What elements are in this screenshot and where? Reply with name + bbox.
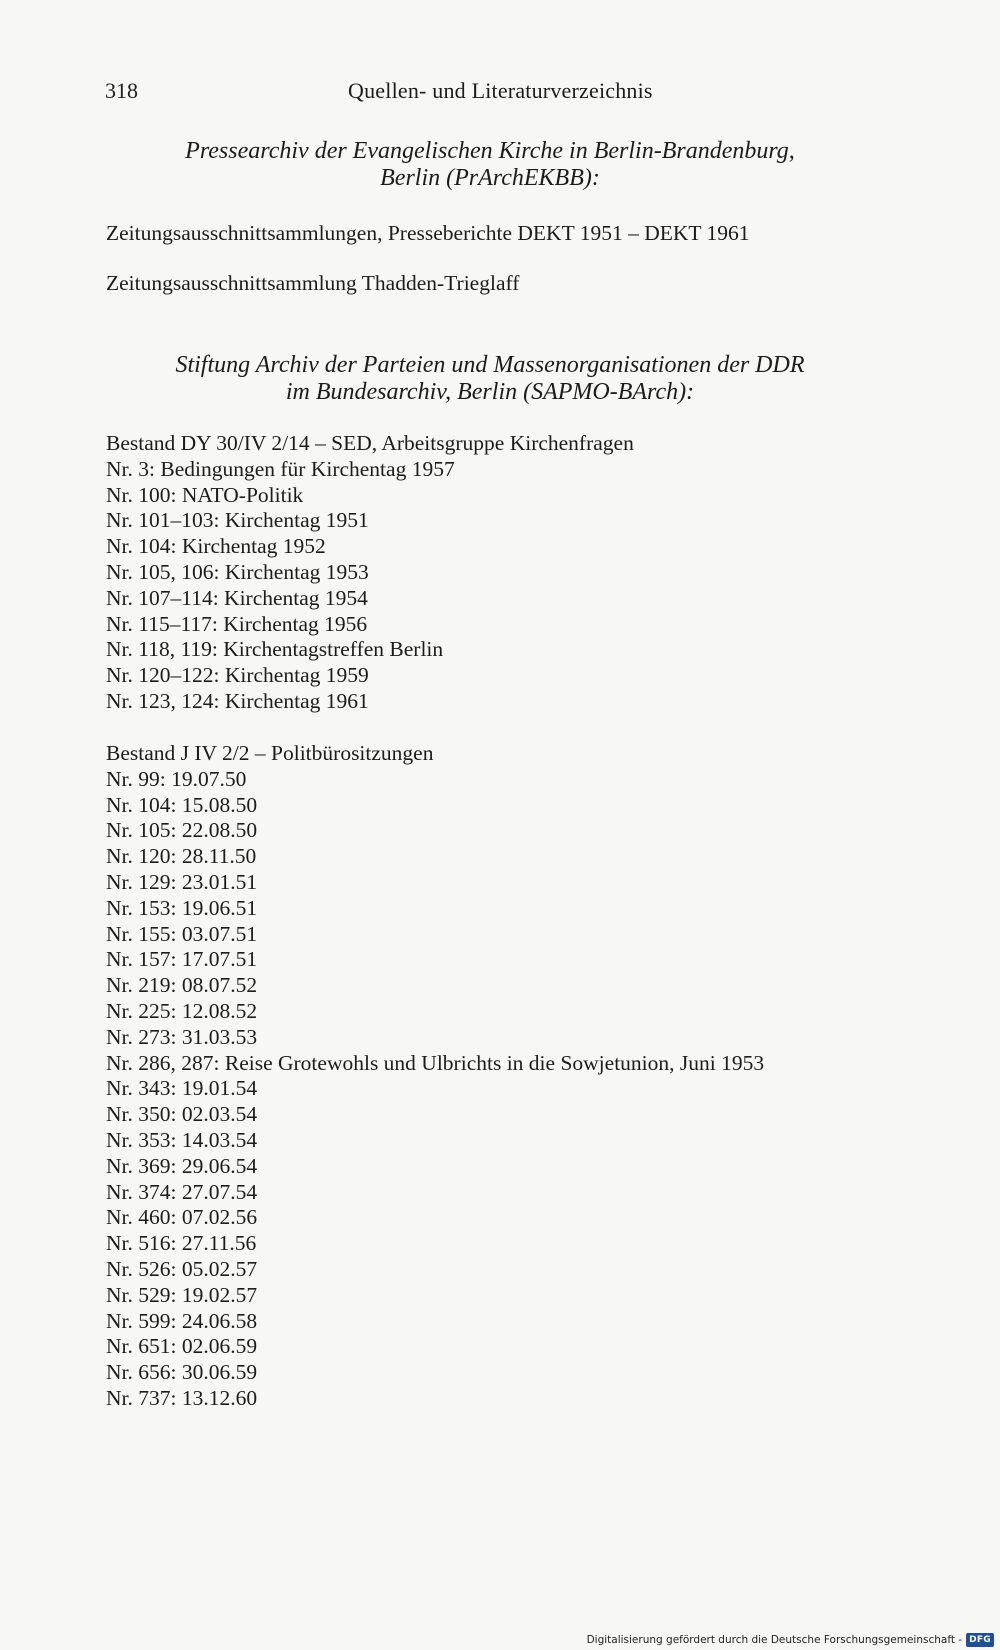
bestand-j-iv-list [106, 741, 764, 1412]
archive-item: Nr. 105: 22.08.50 [106, 818, 258, 843]
archive-item: Nr. 100: NATO-Politik [106, 482, 304, 507]
archive-item: Nr. 225: 12.08.52 [106, 998, 258, 1023]
archive-item: Nr. 99: 19.07.50 [106, 766, 247, 791]
archive-item: Nr. 104: Kirchentag 1952 [106, 534, 326, 559]
archive-item: Nr. 129: 23.01.51 [106, 869, 258, 894]
digitization-credit [587, 1633, 994, 1647]
archive-item: Nr. 157: 17.07.51 [106, 947, 258, 972]
page-number: 318 [105, 78, 138, 103]
heading-line: Berlin (PrArchEKBB): [380, 165, 600, 191]
archive-item: Nr. 3: Bedingungen für Kirchentag 1957 [106, 456, 455, 481]
archive-item: Nr. 118, 119: Kirchentagstreffen Berlin [106, 637, 444, 662]
archive-item: Nr. 651: 02.06.59 [106, 1334, 258, 1359]
archive-item: Nr. 343: 19.01.54 [106, 1076, 258, 1101]
archive-item: Nr. 737: 13.12.60 [106, 1385, 258, 1410]
collection-entry: Zeitungsausschnittsammlungen, Presseberichte DEKT 1951 – DEKT 1961 [106, 221, 750, 245]
archive-item: Nr. 286, 287: Reise Grotewohls und Ulbrichts in die Sowjetunion, Juni 1953 [106, 1050, 765, 1075]
archive-item: Nr. 516: 27.11.56 [106, 1231, 257, 1256]
archive-item: Nr. 273: 31.03.53 [106, 1024, 258, 1049]
heading-line: Stiftung Archiv der Parteien und Massenorganisationen der DDR [175, 352, 805, 378]
archive-item: Nr. 350: 02.03.54 [106, 1102, 258, 1127]
archive-item: Nr. 123, 124: Kirchentag 1961 [106, 688, 369, 713]
archive-item: Nr. 101–103: Kirchentag 1951 [106, 508, 369, 533]
archive-item: Nr. 369: 29.06.54 [106, 1153, 258, 1178]
credit-text: Digitalisierung gefördert durch die Deutsche Forschungsgemeinschaft - [586, 1634, 963, 1646]
archive-item: Nr. 374: 27.07.54 [106, 1179, 258, 1204]
archive-item: Nr. 526: 05.02.57 [106, 1256, 258, 1281]
bestand-dy30-list [106, 431, 634, 715]
heading-line: Pressearchiv der Evangelischen Kirche in Berlin-Brandenburg, [185, 138, 795, 164]
collection-entry: Zeitungsausschnittsammlung Thadden-Trieglaff [106, 271, 520, 295]
archive-item: Nr. 353: 14.03.54 [106, 1127, 258, 1152]
archive-item: Nr. 529: 19.02.57 [106, 1282, 258, 1307]
bestand-title: Bestand J IV 2/2 – Politbürositzungen [106, 741, 434, 765]
archive-item: Nr. 153: 19.06.51 [106, 895, 258, 920]
archive-item: Nr. 155: 03.07.51 [106, 921, 258, 946]
running-header: Quellen- und Literaturverzeichnis [348, 78, 653, 103]
archive-item: Nr. 656: 30.06.59 [106, 1360, 258, 1385]
archive-heading-prarchekbb [100, 138, 880, 192]
archive-item: Nr. 107–114: Kirchentag 1954 [106, 585, 368, 610]
archive-heading-sapmo [100, 352, 880, 406]
heading-line: im Bundesarchiv, Berlin (SAPMO-BArch): [285, 379, 695, 405]
dfg-logo-icon: DFG [966, 1633, 994, 1647]
bestand-title: Bestand DY 30/IV 2/14 – SED, Arbeitsgruppe Kirchenfragen [106, 431, 634, 455]
archive-item: Nr. 104: 15.08.50 [106, 792, 258, 817]
archive-item: Nr. 120–122: Kirchentag 1959 [106, 663, 369, 688]
archive-item: Nr. 599: 24.06.58 [106, 1308, 258, 1333]
archive-item: Nr. 460: 07.02.56 [106, 1205, 258, 1230]
archive-item: Nr. 219: 08.07.52 [106, 973, 258, 998]
archive-item: Nr. 115–117: Kirchentag 1956 [106, 611, 368, 636]
archive-item: Nr. 120: 28.11.50 [106, 844, 257, 869]
archive-item: Nr. 105, 106: Kirchentag 1953 [106, 559, 369, 584]
